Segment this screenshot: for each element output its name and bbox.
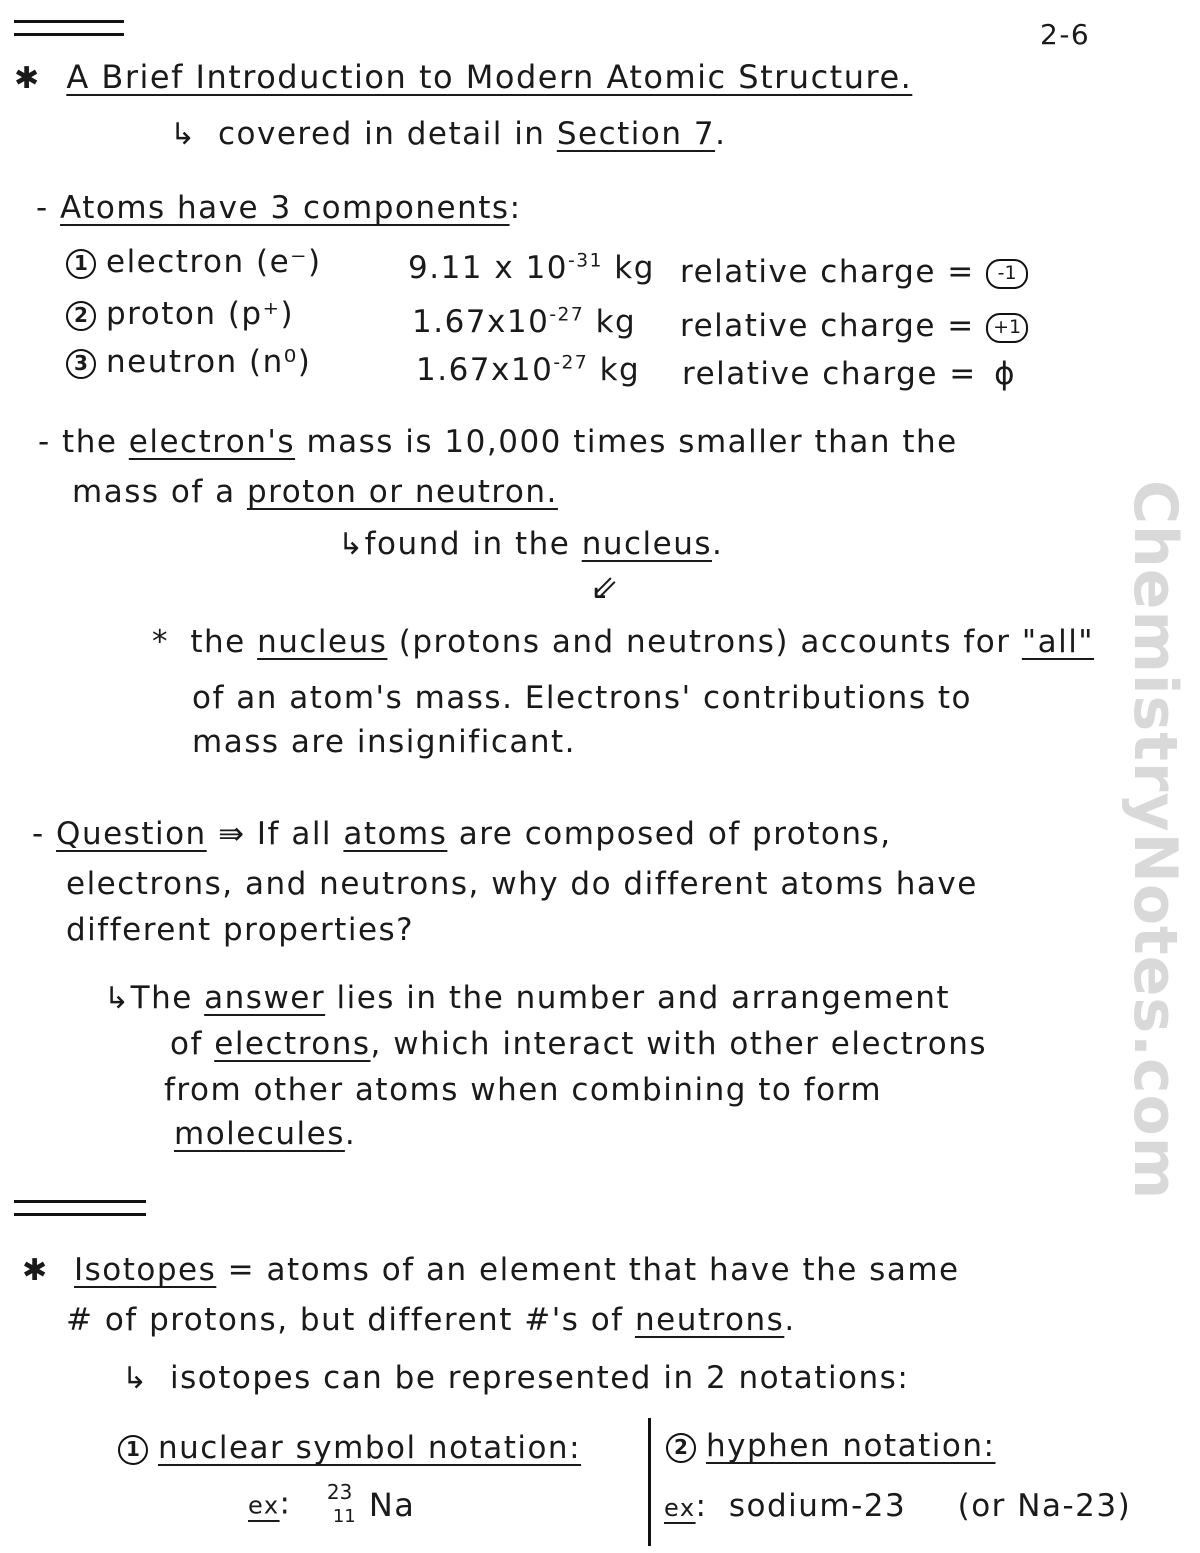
particle-name: neutron (n⁰) [106, 344, 312, 380]
colon: : [279, 1485, 292, 1522]
watermark: ChemistryNotes.com [1120, 480, 1190, 1201]
isotopes-line-1 [22, 1252, 960, 1288]
text: are composed of protons, [458, 816, 892, 852]
underlined-term: molecules [174, 1116, 345, 1152]
question-label: Question [56, 816, 207, 852]
underlined-term: atoms [343, 816, 448, 852]
bent-arrow-icon: ↳ [122, 1361, 149, 1396]
right-arrow-icon: ⇛ [218, 816, 246, 852]
text: of [170, 1026, 203, 1062]
text: mass is 10,000 times smaller than the [306, 424, 958, 460]
mass-unit: kg [599, 352, 641, 388]
answer-line-4 [174, 1116, 356, 1152]
asterisk-icon: ✱ [22, 1253, 49, 1288]
text: lies in the number and arrangement [336, 980, 951, 1016]
text: the [190, 624, 246, 660]
underlined-term: nucleus [581, 526, 713, 562]
bent-arrow-icon: ↳ [338, 527, 365, 562]
bent-arrow-icon: ↳ [170, 117, 197, 152]
charge-label: relative charge = [680, 308, 975, 344]
charge-electron [680, 254, 1028, 290]
example-2 [664, 1488, 1131, 1524]
text: If all [256, 816, 333, 852]
mass-base: 1.67x10 [412, 304, 550, 340]
page-number: 2-6 [1040, 18, 1091, 51]
text: # of protons, but different #'s of [66, 1302, 624, 1338]
component-row-electron [66, 244, 322, 280]
atomic-number: 11 [332, 1506, 356, 1527]
charge-value: -1 [986, 259, 1028, 289]
quoted-term: "all" [1021, 624, 1095, 660]
mass-unit: kg [595, 304, 637, 340]
circled-number: 2 [66, 301, 96, 331]
underlined-term: proton or neutron. [246, 474, 558, 510]
text: = atoms of an element that have the same [227, 1252, 960, 1288]
nucleus-note-line-3: mass are insignificant. [192, 724, 577, 760]
particle-name: proton (p⁺) [106, 296, 295, 332]
mass-base: 1.67x10 [416, 352, 554, 388]
section-title-text: A Brief Introduction to Modern Atomic Structure. [66, 58, 913, 96]
answer-line-2 [170, 1026, 987, 1062]
section-title [14, 58, 912, 96]
alternate-notation: (or Na-23) [957, 1488, 1132, 1524]
section-divider-double-rule [14, 1200, 146, 1216]
down-left-arrow-icon: ⇙ [590, 568, 620, 608]
text: the [62, 424, 118, 460]
text: . [784, 1302, 796, 1338]
dash: - [38, 424, 51, 460]
text: (protons and neutrons) accounts for [398, 624, 1011, 660]
asterisk-icon: * [152, 624, 169, 660]
notation-2-label [666, 1428, 995, 1464]
bent-arrow-icon: ↳ [104, 981, 131, 1016]
mass-number: 23 [326, 1480, 353, 1504]
dash: - [32, 816, 45, 852]
charge-label: relative charge = [682, 356, 977, 392]
charge-value: +1 [986, 313, 1028, 343]
components-intro [36, 190, 522, 226]
question-line-3: different properties? [66, 912, 415, 948]
example-1 [248, 1480, 417, 1530]
electron-mass-line-1 [38, 424, 958, 460]
underlined-term: nuclear symbol notation: [158, 1430, 582, 1466]
notation-1-label [118, 1430, 581, 1466]
charge-proton [680, 308, 1028, 344]
text: . [344, 1116, 357, 1152]
mass-neutron [416, 352, 640, 388]
underlined-term: electrons [214, 1026, 371, 1062]
isotopes-line-3 [122, 1360, 909, 1396]
underlined-term: neutrons [634, 1302, 785, 1338]
underlined-term: answer [204, 980, 326, 1016]
text: . [712, 526, 724, 562]
nucleus-note-line-2: of an atom's mass. Electrons' contributions to [192, 680, 972, 716]
charge-label: relative charge = [680, 254, 975, 290]
example-label: ex [248, 1491, 280, 1520]
underlined-term: electron's [128, 424, 296, 460]
nuclear-symbol [327, 1480, 417, 1530]
subtitle-prefix: covered in detail in [218, 116, 546, 152]
isotopes-term: Isotopes [74, 1252, 217, 1288]
nucleus-note-line-1 [152, 624, 1094, 660]
mass-unit: kg [614, 250, 655, 286]
underlined-term: hyphen notation: [706, 1428, 996, 1464]
asterisk-icon: ✱ [14, 61, 41, 96]
dash: - [36, 190, 49, 226]
mass-exponent: -27 [553, 352, 589, 374]
circled-number: 1 [66, 249, 96, 279]
text: found in the [364, 526, 571, 562]
circled-number: 3 [66, 349, 96, 379]
text: mass of a [72, 474, 236, 510]
text: , which interact with other electrons [370, 1026, 988, 1062]
component-row-proton [66, 296, 294, 332]
subtitle-suffix: . [715, 116, 727, 152]
charge-value: ϕ [994, 356, 1017, 392]
electron-mass-line-3 [338, 526, 723, 562]
notation-divider-line [648, 1418, 651, 1546]
element-symbol: Na [368, 1486, 416, 1524]
text: isotopes can be represented in 2 notations: [170, 1360, 910, 1396]
charge-neutron [682, 356, 1016, 392]
colon: : [695, 1488, 708, 1524]
mass-electron [408, 250, 655, 286]
header-double-rule [14, 20, 124, 36]
circled-number: 2 [666, 1433, 696, 1463]
section-subtitle [170, 116, 726, 152]
isotopes-line-2 [66, 1302, 796, 1338]
particle-name: electron (e⁻) [106, 244, 322, 280]
mass-proton [412, 304, 636, 340]
component-row-neutron [66, 344, 311, 380]
components-intro-text: Atoms have 3 components [60, 190, 510, 226]
electron-mass-line-2 [72, 474, 558, 510]
hyphen-notation-example: sodium-23 [728, 1488, 907, 1524]
colon: : [509, 190, 522, 226]
mass-base: 9.11 x 10 [408, 250, 569, 286]
circled-number: 1 [118, 1435, 148, 1465]
text: The [130, 980, 193, 1016]
answer-line-1 [104, 980, 950, 1016]
question-line-2: electrons, and neutrons, why do different atoms have [66, 866, 978, 902]
mass-exponent: -27 [549, 304, 585, 326]
mass-exponent: -31 [568, 250, 603, 272]
answer-line-3: from other atoms when combining to form [164, 1072, 883, 1108]
section-reference: Section 7 [556, 116, 716, 152]
example-label: ex [664, 1494, 696, 1522]
question-line-1 [32, 816, 892, 852]
underlined-term: nucleus [257, 624, 388, 660]
